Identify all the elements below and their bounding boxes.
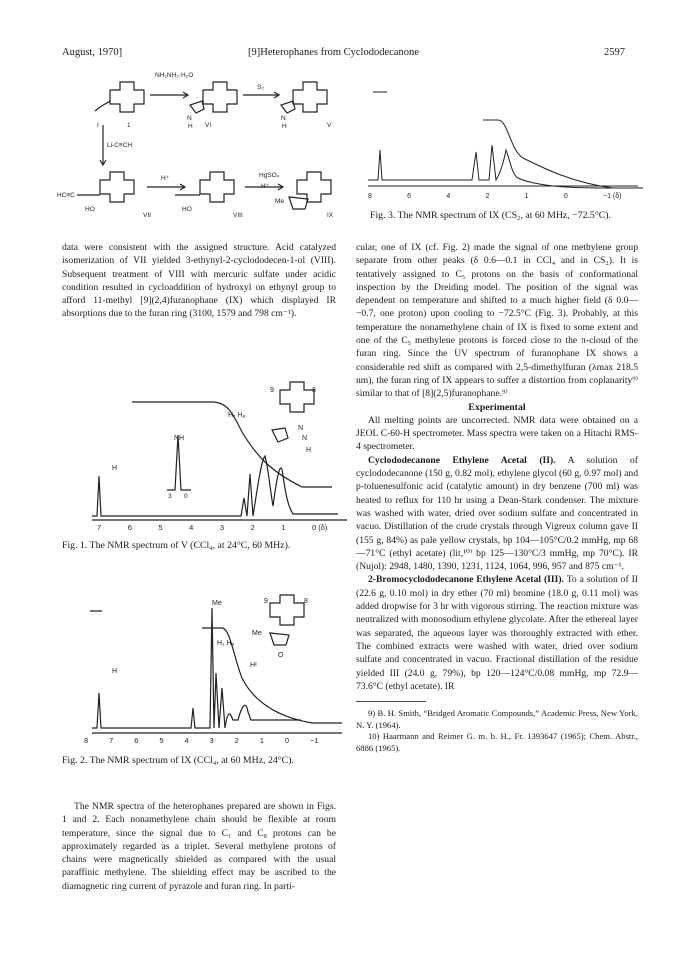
label-nine: 9 — [264, 598, 268, 605]
ring-structure — [270, 595, 304, 625]
nmr-spectrum-fig1 — [72, 370, 352, 530]
label-h-2: H — [282, 123, 287, 130]
compound-heading: 2-Bromocyclododecanone Ethylene Acetal (III). — [368, 574, 564, 586]
fig1-tick-label: 4 — [189, 523, 194, 532]
page-number: 2597 — [604, 47, 625, 58]
spectrum-trace — [368, 145, 623, 188]
fig1-inset-tick-label: 0 — [184, 493, 188, 500]
fig1-tick-label: 5 — [158, 523, 163, 532]
label-h3: H — [306, 447, 312, 454]
label-cmpd-1: 1 — [127, 122, 131, 129]
paragraph: data were consistent with the assigned structure. Acid catalyzed isomerization of VII yielded 3-ethynyl-2-cyclododecen-1-ol (VIII). Subsequent treatment of VIII with mercuric sulfate under acidic condition resulted in cycloaddition of hydroxyl on ethynyl group to afford 11-methyl [9](2,4)furanophane (IX) which displayed IR absorptions due to the furan ring (3100, 1579 and 798 cm⁻¹). — [62, 242, 336, 320]
label-nh2: N — [302, 435, 308, 442]
fig2-tick-label: 7 — [109, 736, 114, 745]
fig3-ticks — [368, 193, 621, 200]
label-eight: 8 — [312, 387, 316, 394]
fig1-inset-tick-label: 3 — [168, 493, 172, 500]
fig2-caption: Fig. 2. The NMR spectrum of IX (CCl₄, at 60 MHz, 24°C). — [62, 755, 294, 766]
reagent-lithium-acetylide: Li-C≡CH — [107, 142, 133, 149]
fig1-caption: Fig. 1. The NMR spectrum of V (CCl₄, at 24°C, 60 MHz). — [62, 540, 291, 551]
fig3-tick-label: 8 — [368, 193, 372, 200]
nmr-spectrum-fig3 — [363, 80, 648, 205]
fig3-tick-label: 2 — [485, 193, 490, 200]
ring-cmpd-VI — [203, 82, 237, 112]
fig3-tick-label: 1 — [524, 193, 529, 200]
integration-trace — [90, 611, 342, 723]
ring-structure — [280, 382, 314, 412]
ring-cmpd-VII — [100, 172, 134, 202]
paragraph: The NMR spectra of the heterophanes prepared are shown in Figs. 1 and 2. Each nonamethylene chain should be flexible at room temperature, since the signal due to C₁ and C₈ protons can be approximately regarded as a triplet. Several methylene protons of chains were magnetically shielded as compared with the usual paraffinic methylene. The shielding effect may be ascribed to the diamagnetic ring current of pyrazole and furan ring. In parti- — [62, 801, 336, 892]
reagent-hgso4: HgSO₄ — [259, 172, 280, 179]
label-nine: 9 — [270, 387, 274, 394]
ring-cmpd-I — [110, 82, 144, 112]
compound-heading: Cyclododecanone Ethylene Acetal (II). — [368, 454, 556, 466]
fig2-tick-label: 3 — [209, 736, 214, 745]
fig3-tick-label: −1 (δ) — [603, 193, 622, 200]
fig1-ticks — [97, 523, 328, 532]
footnote-9: 9) B. H. Smith, “Bridged Aromatic Compounds,” Academic Press, New York, N. Y. (1964). — [356, 708, 638, 730]
fig3-caption: Fig. 3. The NMR spectrum of IX (CS₂, at 60 MHz, −72.5°C). — [370, 210, 611, 221]
ring-cmpd-IX — [297, 172, 331, 202]
label-h-1: H — [188, 123, 193, 130]
reagent-acid-2: H⁺ — [261, 183, 270, 190]
label-me: Me — [212, 600, 222, 607]
fig2-tick-label: 5 — [159, 736, 164, 745]
reagent-acid-1: H⁺ — [161, 175, 170, 182]
label-hydroxyl-2: HO — [182, 206, 192, 213]
fig1-tick-label: 2 — [250, 523, 255, 532]
label-ethynyl: HC≡C — [57, 192, 75, 199]
paragraph: All melting points are uncorrected. NMR data were obtained on a JEOL C-60-H spectrometer. Mass spectra were taken on a Hitachi RMS-4 spectrometer. — [356, 414, 638, 453]
spectrum-trace — [92, 608, 301, 728]
label-o: O — [278, 652, 284, 659]
label-cmpd-V: V — [327, 122, 332, 129]
fig1-inset-ticks — [168, 493, 188, 500]
section-heading-experimental: Experimental — [468, 401, 526, 413]
label-hydroxyl-1: HO — [85, 206, 95, 213]
left-column-top — [62, 241, 336, 321]
label-h: H — [112, 668, 118, 675]
label-n-2: N — [281, 115, 286, 122]
right-column — [356, 241, 638, 754]
label-cmpd-I: I — [97, 122, 99, 129]
fig2-tick-label: 1 — [259, 736, 264, 745]
running-header-date: August, 1970] — [62, 47, 123, 58]
label-hc: Hᶜ — [250, 662, 258, 669]
reagent-sulfur: S₂ — [257, 84, 264, 91]
label-cmpd-VI: VI — [205, 122, 212, 129]
fig3-tick-label: 4 — [446, 193, 451, 200]
label-eight: 8 — [304, 598, 308, 605]
reaction-scheme — [55, 65, 355, 235]
fig2-tick-label: 4 — [184, 736, 189, 745]
nmr-spectrum-fig2 — [72, 593, 352, 743]
running-header-title: [9]Heterophanes from Cyclododecanone — [248, 47, 419, 58]
reagent-hydrazine: NH₂NH₂·H₂O — [155, 72, 194, 79]
inset-peak — [167, 435, 191, 490]
fig2-tick-label: 8 — [84, 736, 89, 745]
label-n: N — [298, 425, 304, 432]
fig1-tick-label: 0 (δ) — [312, 523, 328, 532]
fig3-tick-label: 6 — [407, 193, 412, 200]
fig2-tick-label: 0 — [284, 736, 290, 745]
label-cmpd-VIII: VIII — [233, 212, 243, 219]
fig2-tick-label: 2 — [234, 736, 239, 745]
fig1-tick-label: 3 — [219, 523, 225, 532]
label-n-1: N — [187, 115, 192, 122]
label-cmpd-VII: VII — [143, 212, 151, 219]
ring-cmpd-V — [293, 82, 327, 112]
integration-trace — [373, 92, 643, 188]
fig1-tick-label: 1 — [281, 523, 286, 532]
footnote-10: 10) Haarmann and Reimer G. m. b. H., Fr. 1393647 (1965); Chem. Abstr., 6886 (1965). — [356, 731, 638, 753]
fig1-tick-label: 6 — [127, 523, 132, 532]
fig2-tick-label: 6 — [134, 736, 139, 745]
label-me2: Me — [252, 630, 262, 637]
label-nh: NH — [174, 435, 185, 442]
paragraph: cular, one of IX (cf. Fig. 2) made the signal of one methylene group separate from other peaks (δ 0.6—0.1 in CCl₄ and in CS₂). It is tentatively assigned to C₅ protons on the basis of conformational inspection by the Dreiding model. The position of the signal was dependent on temperature and shifted to a much higher field (δ 0.0—−0.7, one proton) upon cooling to −72.5°C (Fig. 3). Probably, at this temperature the nonamethylene chain of IX is fixed to some extent and one of the C₅ methylene protons is forced close to the π-cloud of the furan ring. Since the UV spectrum of furanophane IX shows a considerable red shift as compared with 2,5-dimethylfuran (λmax 218.5 nm), the furan ring of IX appears to suffer a distortion from coplanarity⁹⁾ similar to that of [8](2,5)furanophane.⁹⁾ — [356, 242, 638, 400]
ring-cmpd-VIII — [200, 172, 234, 202]
paragraph: 2-Bromocyclododecanone Ethylene Acetal (III). To a solution of II (22.6 g, 0.10 mol) in dry ether (70 ml) bromine (18.0 g, 0.11 mol) was added dropwise for 3 hr with vigorous stirring. The reaction mixture was neutralized with monosodium ethylene glycolate. After the ethereal layer was separated, the aqueous layer was thoroughly extracted with ether. The combined extracts were washed with water, dried over sodium sulfate and concentrated in vacuo. Fractional distillation of the residue yielded III (24.0 g, 79%), bp 120—124°C/0.08 mmHg, mp 72.9—73.6°C (ethyl acetate). IR — [356, 574, 638, 692]
label-h1h8: H₁ H₈ — [228, 412, 246, 419]
left-column-bottom — [62, 800, 336, 893]
label-h: H — [112, 465, 118, 472]
label-cmpd-IX: IX — [327, 212, 334, 219]
paragraph: Cyclododecanone Ethylene Acetal (II). A solution of cyclododecanone (150 g, 0.82 mol), ethylene glycol (60 g, 0.97 mol) and p-toluenesulfonic acid (catalytic amount) in dry benzene (700 ml) was heated to reflux for 110 hr using a Dean-Stark condenser. The mixture was washed with water, dried over sodium sulfate and concentrated in vacuo. Distillation of the crude crystals through Vigreux column gave II (155 g, 84%) as pale yellow crystals, bp 104—105°C/0.2 mmHg, mp 68—71°C (ethyl acetate) (lit,¹⁰⁾ bp 125—130°C/3 mmHg, mp 70°C). IR (Nujol): 2948, 1480, 1390, 1231, 1124, 1064, 996, 957 and 875 cm⁻¹. — [356, 454, 638, 573]
label-methyl: Me — [275, 198, 285, 205]
fig1-tick-label: 7 — [97, 523, 102, 532]
label-h1h8: H₁ H₈ — [217, 640, 235, 647]
fig3-tick-label: 0 — [563, 193, 568, 200]
footnote-rule — [356, 701, 426, 702]
fig2-tick-label: −1 — [310, 736, 319, 745]
fig2-ticks — [84, 736, 319, 745]
